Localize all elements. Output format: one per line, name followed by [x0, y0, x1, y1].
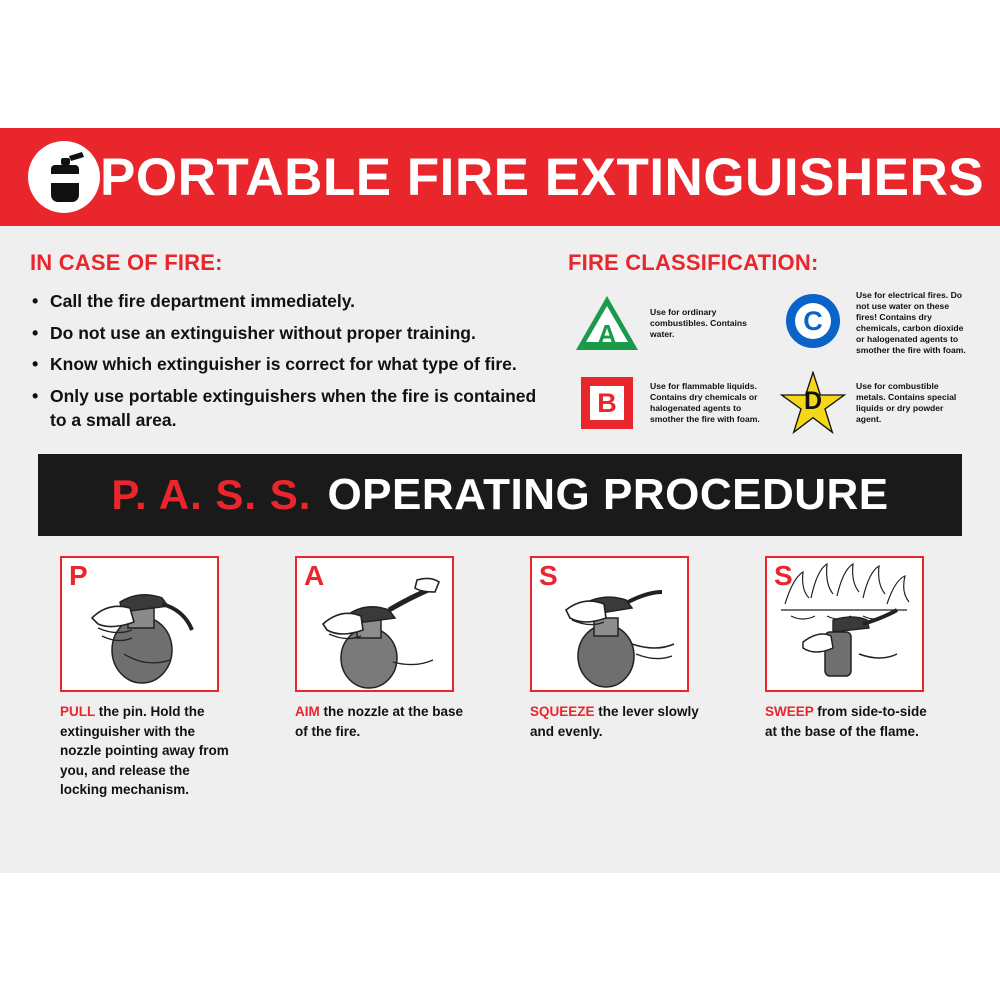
class-a-description: Use for ordinary combustibles. Contains water.	[650, 306, 747, 339]
step-keyword: PULL	[60, 704, 96, 720]
step-text: the pin. Hold the extinguisher with the nozzle pointing away from you, and release the locking mechanism.	[60, 704, 229, 798]
class-item-b	[568, 372, 764, 434]
step-letter: S	[774, 560, 793, 592]
step-image-aim	[295, 556, 454, 692]
step-keyword: SQUEEZE	[530, 704, 595, 720]
list-item: • Call the fire department immediately.	[30, 290, 540, 314]
middle-section	[0, 226, 1000, 440]
list-item: • Only use portable extinguishers when the fire is contained to a small area.	[30, 385, 540, 432]
class-c-circle-icon	[774, 290, 852, 352]
step-image-sweep	[765, 556, 924, 692]
step-squeeze	[530, 556, 705, 800]
step-caption-pull	[60, 702, 235, 800]
pass-steps	[0, 536, 1000, 800]
pass-title: OPERATING PROCEDURE	[327, 470, 889, 520]
class-a-triangle-icon	[568, 292, 646, 354]
fire-extinguisher-icon	[28, 141, 100, 213]
class-d-star-icon	[774, 372, 852, 434]
list-item: • Do not use an extinguisher without proper training.	[30, 322, 540, 346]
class-b-description: Use for flammable liquids. Contains dry chemicals or halogenated agents to smother the fire with foam.	[650, 381, 760, 424]
pass-acronym: P. A. S. S.	[111, 471, 312, 519]
step-image-pull	[60, 556, 219, 692]
list-item: • Know which extinguisher is correct for what type of fire.	[30, 353, 540, 377]
step-keyword: SWEEP	[765, 704, 814, 720]
fire-classification-title: FIRE CLASSIFICATION:	[568, 250, 819, 275]
step-pull	[60, 556, 235, 800]
step-caption-aim	[295, 702, 470, 741]
class-d-description: Use for combustible metals. Contains special liquids or dry powder agent.	[856, 381, 957, 424]
step-letter: A	[304, 560, 325, 592]
step-caption-squeeze	[530, 702, 705, 741]
class-c-letter: C	[803, 305, 823, 336]
class-b-letter: B	[597, 387, 617, 418]
step-image-squeeze	[530, 556, 689, 692]
in-case-of-fire-block	[30, 244, 540, 440]
step-keyword: AIM	[295, 704, 320, 720]
fire-classification-block	[540, 244, 970, 440]
class-c-description: Use for electrical fires. Do not use water on these fires! Contains dry chemicals, carbon dioxide or halogenated agents to smother the fire with foam.	[856, 290, 966, 355]
poster-header	[0, 128, 1000, 226]
class-item-d	[774, 372, 970, 434]
class-b-square-icon	[568, 372, 646, 434]
fire-classification-grid	[568, 290, 970, 434]
step-text: from side-to-side at the base of the flame.	[765, 704, 927, 739]
safety-poster	[0, 128, 1000, 873]
class-item-a	[568, 290, 764, 356]
step-aim	[295, 556, 470, 800]
step-text: the lever slowly and evenly.	[530, 704, 699, 739]
page-title: PORTABLE FIRE EXTINGUISHERS	[100, 147, 985, 207]
step-letter: P	[69, 560, 88, 592]
in-case-of-fire-title: IN CASE OF FIRE:	[30, 250, 223, 275]
step-letter: S	[539, 560, 558, 592]
step-caption-sweep	[765, 702, 940, 741]
class-d-letter: D	[803, 387, 823, 415]
class-item-c	[774, 290, 970, 356]
class-a-letter: A	[597, 319, 617, 349]
step-sweep	[765, 556, 940, 800]
pass-banner	[38, 454, 962, 536]
in-case-of-fire-list	[30, 290, 540, 432]
step-text: the nozzle at the base of the fire.	[295, 704, 464, 739]
